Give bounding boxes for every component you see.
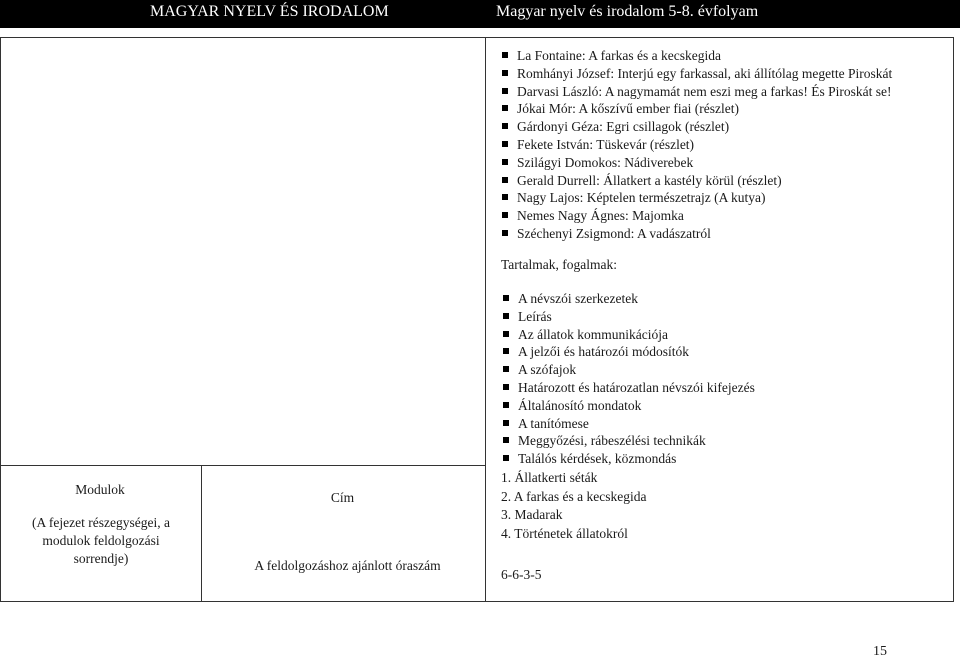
list-item: Gárdonyi Géza: Egri csillagok (részlet): [501, 118, 892, 136]
hours-value: 6-6-3-5: [501, 567, 542, 582]
bullet-icon: [502, 123, 508, 129]
hours-label: A feldolgozáshoz ajánlott óraszám: [254, 558, 441, 573]
list-item: Találós kérdések, közmondás: [502, 450, 755, 468]
bullet-icon: [502, 88, 508, 94]
list-item: Az állatok kommunikációja: [502, 326, 755, 344]
list-item: Leírás: [502, 308, 755, 326]
list-item: Fekete István: Tüskevár (részlet): [501, 136, 892, 154]
module-titles-list: [501, 469, 646, 544]
list-item: A szófajok: [502, 361, 755, 379]
list-item: 4. Történetek állatokról: [501, 526, 628, 542]
bullet-icon: [503, 384, 509, 390]
bullet-icon: [502, 194, 508, 200]
modules-divider: [201, 465, 202, 601]
bullet-icon: [502, 177, 508, 183]
contents-list: [502, 290, 755, 468]
readings-list: [501, 47, 892, 243]
bullet-icon: [502, 105, 508, 111]
column-divider: [485, 38, 486, 601]
list-item: A tanítómese: [502, 415, 755, 433]
row-divider: [1, 465, 485, 466]
list-item: A névszói szerkezetek: [502, 290, 755, 308]
list-item: Darvasi László: A nagymamát nem eszi meg a farkas! És Piroskát se!: [501, 83, 892, 101]
list-item: Határozott és határozatlan névszói kifejezés: [502, 379, 755, 397]
bullet-icon: [502, 70, 508, 76]
bullet-icon: [503, 366, 509, 372]
modules-note: (A fejezet részegységei, a modulok feldolgozási sorrendje): [32, 515, 170, 566]
page-header: [0, 0, 960, 28]
bullet-icon: [503, 402, 509, 408]
bullet-icon: [502, 159, 508, 165]
list-item: Szilágyi Domokos: Nádiverebek: [501, 154, 892, 172]
title-label: Cím: [330, 490, 355, 505]
list-item: A jelzői és határozói módosítók: [502, 343, 755, 361]
bullet-icon: [502, 141, 508, 147]
contents-heading: Tartalmak, fogalmak:: [501, 257, 618, 272]
bullet-icon: [502, 212, 508, 218]
list-item: Jókai Mór: A kőszívű ember fiai (részlet): [501, 100, 892, 118]
bullet-icon: [503, 331, 509, 337]
list-item: 2. A farkas és a kecskegida: [501, 488, 647, 504]
list-item: Nemes Nagy Ágnes: Majomka: [501, 207, 892, 225]
bullet-icon: [503, 455, 509, 461]
list-item: La Fontaine: A farkas és a kecskegida: [501, 47, 892, 65]
list-item: 1. Állatkerti séták: [501, 470, 598, 485]
list-item: 3. Madarak: [501, 507, 563, 523]
bullet-icon: [503, 295, 509, 301]
list-item: Meggyőzési, rábeszélési technikák: [502, 432, 755, 450]
page-number: 15: [873, 644, 887, 659]
bullet-icon: [503, 420, 509, 426]
bullet-icon: [503, 348, 509, 354]
list-item: Romhányi József: Interjú egy farkassal, aki állítólag megette Piroskát: [501, 65, 892, 83]
list-item: Általánosító mondatok: [502, 397, 755, 415]
bullet-icon: [502, 52, 508, 58]
modules-label: Modulok: [75, 482, 125, 497]
bullet-icon: [503, 437, 509, 443]
list-item: Gerald Durrell: Állatkert a kastély körül (részlet): [501, 172, 892, 190]
grade-title: Magyar nyelv és irodalom 5-8. évfolyam: [496, 3, 759, 20]
list-item: Nagy Lajos: Képtelen természetrajz (A kutya): [501, 189, 892, 207]
subject-title: MAGYAR NYELV ÉS IRODALOM: [150, 3, 389, 20]
bullet-icon: [502, 230, 508, 236]
list-item: Széchenyi Zsigmond: A vadászatról: [501, 225, 892, 243]
bullet-icon: [503, 313, 509, 319]
